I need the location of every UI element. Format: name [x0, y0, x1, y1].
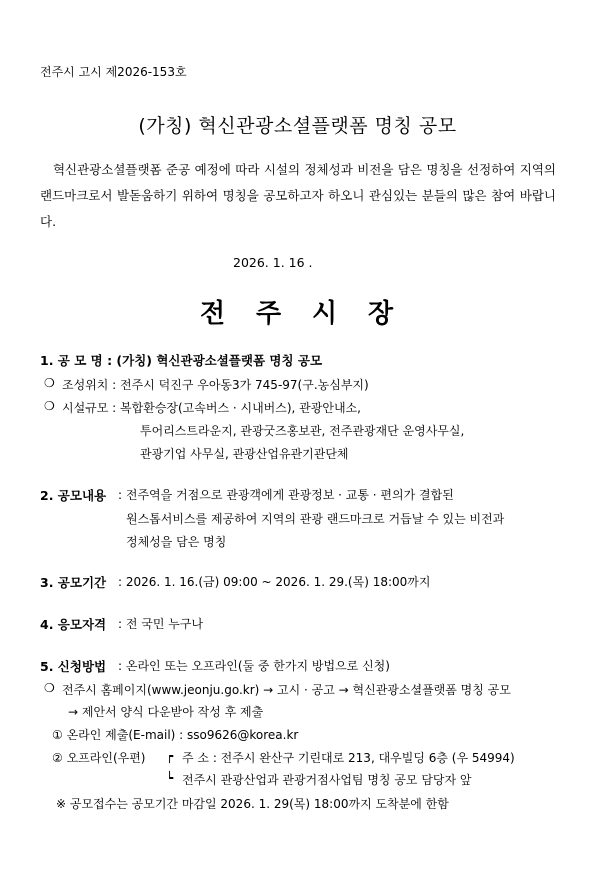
homepage-path-text: 전주시 홈페이지(www.jeonju.go.kr) → 고시 · 공고 → 혁신관광소셜플랫폼 명칭 공모 — [62, 683, 511, 697]
corner-bracket-icon: ┍ — [166, 749, 174, 763]
document-title: (가칭) 혁신관광소셜플랫폼 명칭 공모 — [138, 115, 457, 137]
section-4-heading: 4. 응모자격 — [40, 617, 107, 632]
content-text: : 전주역을 거점으로 관광객에게 관광정보 · 교통 · 편의가 결합된 — [118, 488, 454, 502]
section-3-heading: 3. 공모기간 — [40, 575, 107, 590]
intro-paragraph: 혁신관광소셜플랫폼 준공 예정에 따라 시설의 정체성과 비전을 담은 명칭을 선정하여 지역의 랜드마크로서 발돋움하기 위하여 명칭을 공모하고자 하오니 관심있는 분들의 많은 참여 바랍니다. — [40, 162, 556, 229]
location-text: 조성위치 : 전주시 덕진구 우아동3가 745-97(구.농심부지) — [62, 378, 369, 392]
form-instruction-text: → 제안서 양식 다운받아 작성 후 제출 — [68, 705, 264, 719]
address-text: 주 소 : 전주시 완산구 기린대로 213, 대우빌딩 6층 (우 54994) — [182, 751, 515, 765]
recipient-text: 전주시 관광산업과 관광거점사업팀 명칭 공모 담당자 앞 — [182, 773, 472, 787]
content-text: 원스톱서비스를 제공하여 지역의 관광 랜드마크로 거듭날 수 있는 비전과 — [126, 512, 505, 526]
period-text: : 2026. 1. 16.(금) 09:00 ~ 2026. 1. 29.(목) 18:00까지 — [118, 575, 431, 589]
method-text: : 온라인 또는 오프라인(둘 중 한가지 방법으로 신청) — [118, 659, 390, 673]
facility-scale-text: 관광기업 사무실, 관광산업유관기관단체 — [140, 447, 349, 461]
section-2-heading: 2. 공모내용 — [40, 488, 107, 503]
facility-scale-text: 시설규모 : 복합환승장(고속버스 · 시내버스), 관광안내소, — [62, 401, 361, 415]
issuer-char: 장 — [368, 299, 394, 329]
issuer-char: 시 — [312, 299, 338, 329]
notice-number: 전주시 고시 제2026-153호 — [40, 65, 187, 79]
bullet-icon: ❍ — [44, 376, 55, 390]
offline-submission-text: ② 오프라인(우편) — [52, 751, 146, 765]
online-submission-text: ① 온라인 제출(E-mail) : sso9626@korea.kr — [52, 728, 299, 742]
content-text: 정체성을 담은 명칭 — [126, 535, 227, 549]
issuer-char: 주 — [256, 299, 282, 329]
corner-bracket-icon: ┕ — [166, 771, 174, 785]
issuer-char: 전 — [200, 299, 226, 329]
eligibility-text: : 전 국민 누구나 — [118, 617, 204, 631]
section-1-heading: 1. 공 모 명 : (가칭) 혁신관광소셜플랫폼 명칭 공모 — [40, 353, 323, 368]
deadline-note: ※ 공모접수는 공모기간 마감일 2026. 1. 29(목) 18:00까지 도착분에 한함 — [56, 797, 449, 811]
section-5-heading: 5. 신청방법 — [40, 659, 107, 674]
notice-date: 2026. 1. 16 . — [233, 255, 313, 270]
facility-scale-text: 투어리스트라운지, 관광굿즈홍보관, 전주관광재단 운영사무실, — [140, 424, 465, 438]
bullet-icon: ❍ — [44, 681, 55, 695]
bullet-icon: ❍ — [44, 399, 55, 413]
